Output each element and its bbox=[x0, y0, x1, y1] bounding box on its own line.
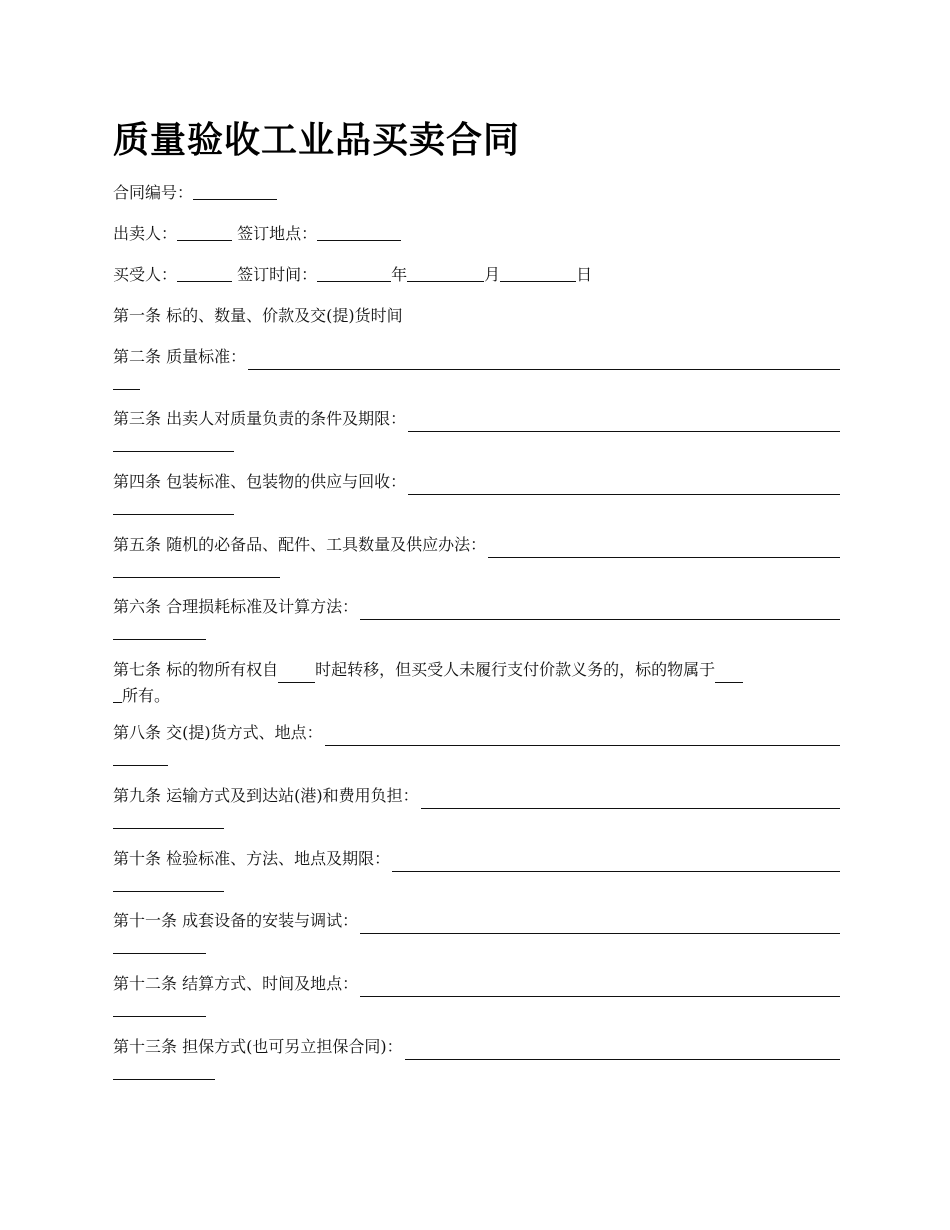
contract-number-line bbox=[113, 180, 277, 206]
clause-13-text: 第十三条 担保方式(也可另立担保合同)： bbox=[113, 1037, 403, 1056]
clause-8-blank[interactable] bbox=[325, 726, 840, 746]
clause-7-text-a: 第七条 标的物所有权自 bbox=[113, 660, 279, 679]
clause-7-time-blank[interactable] bbox=[278, 663, 315, 683]
clause-13-blank[interactable] bbox=[405, 1040, 840, 1060]
contract-number-label: 合同编号： bbox=[113, 183, 194, 202]
clause-4-blank-cont[interactable] bbox=[113, 495, 234, 515]
clause-2-blank-cont[interactable] bbox=[113, 370, 140, 390]
clause-5 bbox=[113, 532, 840, 584]
clause-5-text: 第五条 随机的必备品、配件、工具数量及供应办法： bbox=[113, 535, 487, 554]
clause-7 bbox=[113, 657, 840, 709]
buyer-label: 买受人： bbox=[113, 265, 178, 284]
clause-12 bbox=[113, 971, 840, 1023]
year-label: 年 bbox=[391, 265, 408, 284]
clause-3-blank[interactable] bbox=[408, 412, 840, 432]
clause-7-text-c: 所有。 bbox=[122, 686, 171, 705]
clause-10 bbox=[113, 846, 840, 898]
seller-line bbox=[113, 221, 401, 247]
day-blank[interactable] bbox=[500, 262, 576, 282]
clause-10-blank[interactable] bbox=[392, 852, 840, 872]
clause-8-blank-cont[interactable] bbox=[113, 746, 168, 766]
clause-5-blank[interactable] bbox=[488, 538, 840, 558]
clause-8 bbox=[113, 720, 840, 772]
buyer-blank[interactable] bbox=[177, 262, 232, 282]
month-blank[interactable] bbox=[407, 262, 484, 282]
buyer-line bbox=[113, 262, 592, 288]
sign-time-label: 签订时间： bbox=[237, 265, 318, 284]
clause-3 bbox=[113, 406, 840, 458]
clause-7-owner-blank-cont[interactable] bbox=[113, 683, 122, 703]
clause-6-blank[interactable] bbox=[360, 600, 840, 620]
clause-9-blank[interactable] bbox=[421, 789, 840, 809]
clause-12-text: 第十二条 结算方式、时间及地点： bbox=[113, 974, 359, 993]
day-label: 日 bbox=[576, 265, 593, 284]
clause-12-blank-cont[interactable] bbox=[113, 997, 206, 1017]
clause-10-blank-cont[interactable] bbox=[113, 872, 224, 892]
clause-9 bbox=[113, 783, 840, 835]
clause-7-owner-blank[interactable] bbox=[715, 663, 743, 683]
clause-6 bbox=[113, 594, 840, 646]
clause-11-text: 第十一条 成套设备的安装与调试： bbox=[113, 911, 359, 930]
clause-11-blank-cont[interactable] bbox=[113, 934, 206, 954]
document-title: 质量验收工业品买卖合同 bbox=[113, 120, 521, 161]
clause-4 bbox=[113, 469, 840, 521]
year-blank[interactable] bbox=[317, 262, 391, 282]
contract-number-blank[interactable] bbox=[193, 180, 277, 200]
clause-5-blank-cont[interactable] bbox=[113, 558, 280, 578]
clause-4-blank[interactable] bbox=[408, 475, 840, 495]
clause-1-text: 第一条 标的、数量、价款及交(提)货时间 bbox=[113, 306, 403, 325]
clause-9-text: 第九条 运输方式及到达站(港)和费用负担： bbox=[113, 786, 419, 805]
seller-label: 出卖人： bbox=[113, 224, 178, 243]
clause-10-text: 第十条 检验标准、方法、地点及期限： bbox=[113, 849, 391, 868]
clause-3-blank-cont[interactable] bbox=[113, 432, 234, 452]
clause-12-blank[interactable] bbox=[360, 977, 840, 997]
clause-2-text: 第二条 质量标准： bbox=[113, 347, 247, 366]
clause-8-text: 第八条 交(提)货方式、地点： bbox=[113, 723, 323, 742]
clause-9-blank-cont[interactable] bbox=[113, 809, 224, 829]
clause-13 bbox=[113, 1034, 840, 1086]
sign-place-blank[interactable] bbox=[317, 221, 401, 241]
clause-13-blank-cont[interactable] bbox=[113, 1060, 215, 1080]
clause-2 bbox=[113, 344, 840, 396]
clause-11 bbox=[113, 908, 840, 960]
clause-2-blank[interactable] bbox=[248, 350, 840, 370]
clause-4-text: 第四条 包装标准、包装物的供应与回收： bbox=[113, 472, 407, 491]
seller-blank[interactable] bbox=[177, 221, 232, 241]
clause-1 bbox=[113, 303, 403, 329]
sign-place-label: 签订地点： bbox=[237, 224, 318, 243]
month-label: 月 bbox=[484, 265, 501, 284]
clause-3-text: 第三条 出卖人对质量负责的条件及期限： bbox=[113, 409, 407, 428]
clause-7-text-b: 时起转移，但买受人未履行支付价款义务的，标的物属于 bbox=[315, 660, 716, 679]
clause-6-text: 第六条 合理损耗标准及计算方法： bbox=[113, 597, 359, 616]
clause-11-blank[interactable] bbox=[360, 914, 840, 934]
clause-6-blank-cont[interactable] bbox=[113, 620, 206, 640]
